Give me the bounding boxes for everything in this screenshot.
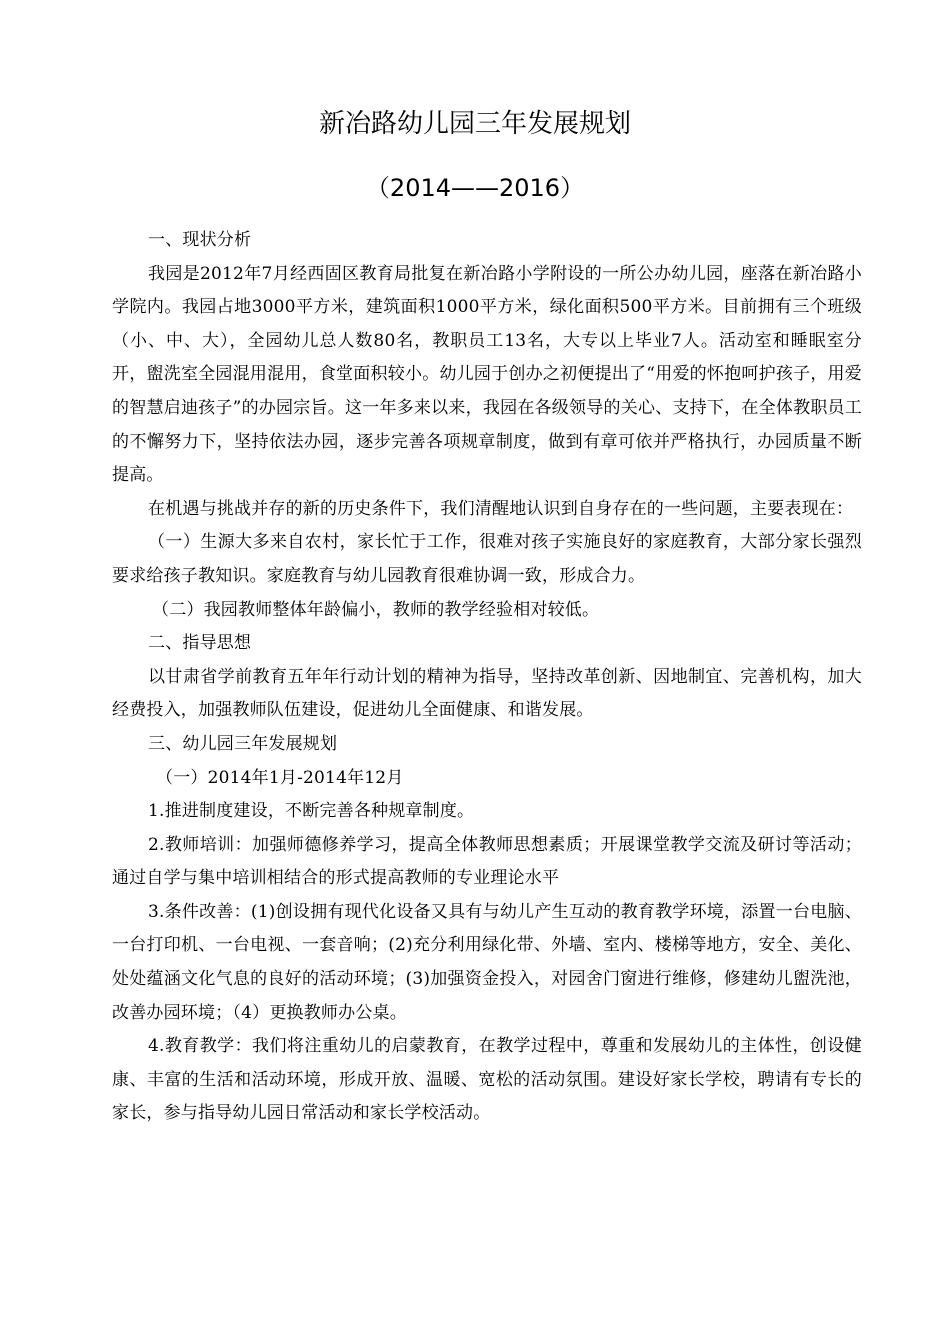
section-heading-guiding: 二、指导思想 [148,633,252,654]
plan-item-4: 4.教育教学：我们将注重幼儿的启蒙教育，在教学过程中，尊重和发展幼儿的主体性，创设健康、丰富的生活和活动环境，形成开放、温暖、宽松的活动氛围。建设好家长学校，聘请有专长的家长，参与指导幼儿园日常活动和家长学校活动。 [112,1036,862,1124]
plan-item-1: 1.推进制度建设，不断完善各种规章制度。 [148,801,475,822]
plan-item-3: 3.条件改善：(1)创设拥有现代化设备又具有与幼儿产生互动的教育教学环境，添置一台电脑、一台打印机、一台电视、一套音响；(2)充分利用绿化带、外墙、室内、楼梯等地方，安全、美化、处处蕴涵文化气息的良好的活动环境；(3)加强资金投入，对园舍门窗进行维修，修建幼儿盥洗池，改善办园环境；（4）更换教师办公桌。 [112,901,862,1023]
paragraph-problem-2: （二）我园教师整体年龄偏小，教师的教学经验相对较低。 [152,599,600,620]
document-title: 新冶路幼儿园三年发展规划 [318,109,631,139]
section-heading-status: 一、现状分析 [148,230,252,250]
plan-item-2: 2.教师培训：加强师德修养学习，提高全体教师思想素质；开展课堂教学交流及研讨等活动；通过自学与集中培训相结合的形式提高教师的专业理论水平 [112,834,862,889]
document-subtitle: （2014——2016） [365,174,585,202]
paragraph-status-analysis: 我园是2012年7月经西固区教育局批复在新冶路小学附设的一所公办幼儿园，座落在新冶路小学院内。我园占地3000平方米，建筑面积1000平方米，绿化面积500平方米。目前拥有三个班级（小、中、大），全园幼儿总人数80名，教职员工13名，大专以上毕业7人。活动室和睡眠室分开，盥洗室全园混用混用，食堂面积较小。幼儿园于创办之初便提出了“用爱的怀抱呵护孩子，用爱的智慧启迪孩子”的办园宗旨。这一年多来以来，我园在各级领导的关心、支持下，在全体教职员工的不懈努力下，坚持依法办园，逐步完善各项规章制度，做到有章可依并严格执行，办园质量不断提高。 [112,263,862,486]
paragraph-problems-intro: 在机遇与挑战并存的新的历史条件下，我们清醒地认识到自身存在的一些问题，主要表现在： [148,498,854,519]
document-body [112,224,862,1131]
paragraph-problem-1: （一）生源大多来自农村，家长忙于工作，很难对孩子实施良好的家庭教育，大部分家长强烈要求给孩子教知识。家庭教育与幼儿园教育很难协调一致，形成合力。 [112,532,862,586]
subsection-heading-2014: （一）2014年1月-2014年12月 [156,767,404,788]
section-heading-plan: 三、幼儿园三年发展规划 [148,733,338,754]
paragraph-guiding-ideology: 以甘肃省学前教育五年年行动计划的精神为指导，坚持改革创新、因地制宜、完善机构，加大经费投入，加强教师队伍建设，促进幼儿全面健康、和谐发展。 [112,666,862,721]
